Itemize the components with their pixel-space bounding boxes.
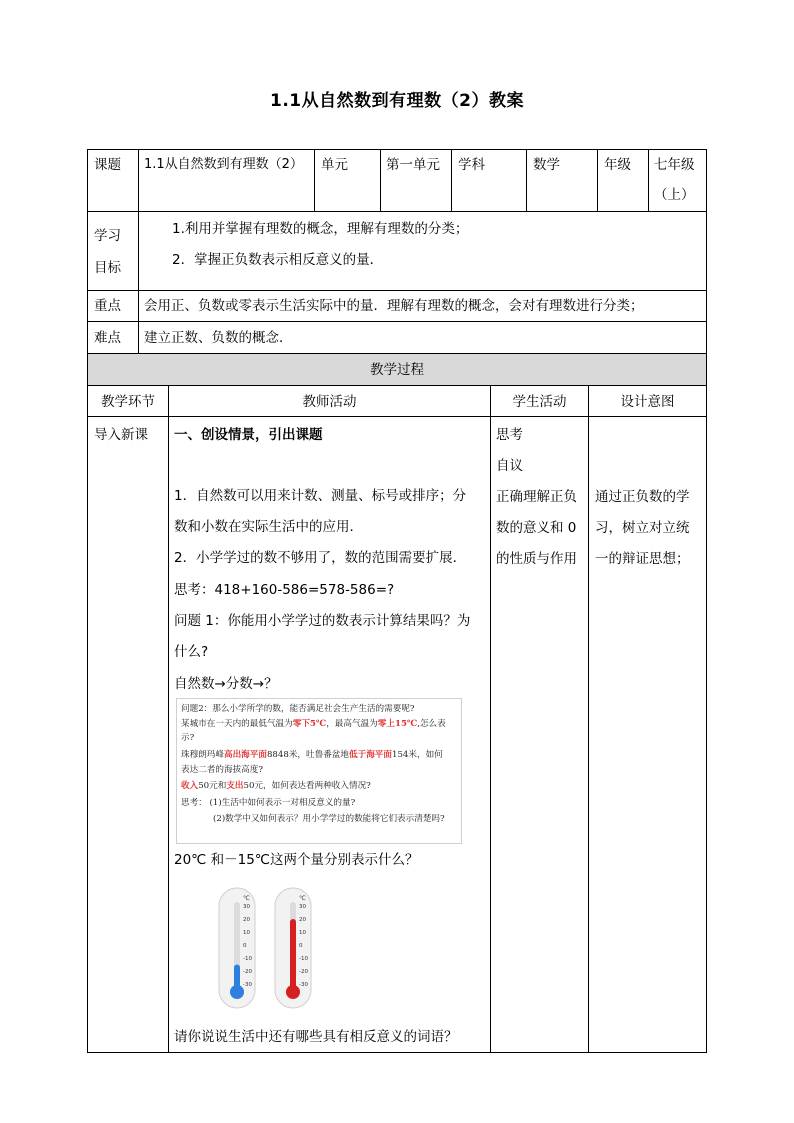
problem-image [176, 698, 462, 844]
student-activity-line: 思考 [496, 427, 523, 443]
topic-label: 课题 [94, 157, 121, 173]
problem-line: 思考： (1)生活中如何表示一对相反意义的量? [181, 798, 356, 808]
student-activity-line: 的性质与作用 [496, 551, 577, 567]
objective-item: 2．掌握正负数表示相反意义的量． [172, 252, 384, 268]
column-header-intent: 设计意图 [620, 394, 675, 410]
scale-tick-label: -30 [243, 982, 252, 988]
scale-tick-label: 30 [243, 904, 250, 910]
table-border-right [706, 149, 707, 1053]
table-border-bottom [87, 1052, 706, 1053]
scale-tick-label: -20 [243, 969, 252, 975]
process-header: 教学过程 [370, 362, 424, 378]
column-header-student: 学生活动 [512, 394, 567, 410]
scale-tick-label: -10 [299, 956, 308, 962]
problem-line: 问题2：那么小学所学的数，能否满足社会生产生活的需要呢? [181, 704, 415, 714]
scale-tick-label: 10 [299, 930, 306, 936]
student-activity-line: 自议 [496, 458, 523, 474]
subject-value: 数学 [533, 157, 560, 173]
table-rule [490, 385, 491, 1053]
table-rule [168, 385, 169, 1053]
unit-value: 第一单元 [386, 157, 440, 173]
scale-tick-label: 20 [299, 917, 306, 923]
table-rule [380, 149, 381, 211]
key-point-label: 重点 [94, 298, 121, 314]
teacher-question: 问题 1：你能用小学学过的数表示计算结果吗？为 [174, 613, 471, 629]
table-rule [526, 149, 527, 211]
objectives-label: 学习 [94, 228, 121, 244]
table-rule [138, 211, 139, 353]
column-header-stage: 教学环节 [101, 394, 155, 410]
table-rule [87, 416, 706, 417]
problem-line: 表达二者的海拔高度? [181, 765, 263, 775]
scale-tick-label: 30 [299, 904, 306, 910]
difficulty-text: 建立正数、负数的概念． [144, 330, 293, 346]
closing-question: 请你说说生活中还有哪些具有相反意义的词语？ [174, 1029, 458, 1045]
problem-line: 珠穆朗玛峰高出海平面8848米，吐鲁番盆地低于海平面154米，如何 [181, 750, 443, 760]
teacher-paragraph: 2．小学学过的数不够用了，数的范围需要扩展． [174, 550, 467, 566]
student-activity-line: 正确理解正负 [496, 489, 577, 505]
student-activity-line: 数的意义和 0 [496, 520, 577, 536]
grade-value-term: （上） [654, 187, 695, 203]
scale-tick-label: 20 [243, 917, 250, 923]
teacher-paragraph: 数和小数在实际生活中的应用． [174, 519, 363, 535]
table-rule [648, 149, 649, 211]
scale-tick-label: 0 [299, 943, 303, 949]
table-rule [87, 385, 706, 386]
unit-label: 单元 [321, 157, 348, 173]
thermometer-right-bulb [286, 985, 300, 999]
temps-question: 20℃ 和－15℃这两个量分别表示什么？ [174, 852, 419, 868]
table-rule [87, 290, 706, 291]
scale-tick-label: -20 [299, 969, 308, 975]
teacher-heading: 一、创设情景，引出课题 [174, 427, 323, 443]
intent-line: 通过正负数的学 [595, 489, 690, 505]
stage-label: 导入新课 [94, 427, 148, 443]
problem-line: 示? [181, 733, 195, 743]
thermometers-illustration [205, 880, 335, 1015]
topic-value: 1.1从自然数到有理数（2） [144, 157, 303, 172]
teacher-paragraph: 1．自然数可以用来计数、测量、标号或排序；分 [174, 488, 467, 504]
difficulty-label: 难点 [94, 330, 121, 346]
table-rule [597, 149, 598, 211]
thermometer-right [275, 888, 311, 1008]
intent-line: 一的辩证思想； [595, 551, 690, 567]
table-rule [314, 149, 315, 211]
document-title: 1.1从自然数到有理数（2）教案 [270, 91, 524, 111]
column-header-teacher: 教师活动 [302, 394, 357, 410]
thermometer-left-bulb [230, 985, 244, 999]
table-rule [451, 149, 452, 211]
thermometer-left-unit: ℃ [243, 895, 250, 902]
table-rule [87, 211, 706, 212]
grade-label: 年级 [604, 157, 631, 173]
intent-line: 习，树立对立统 [595, 520, 690, 536]
thermometer-right-unit: ℃ [299, 895, 306, 902]
table-rule [87, 321, 706, 322]
grade-value: 七年级 [654, 157, 695, 173]
thermometer-right-mercury [290, 919, 296, 990]
table-border-left [87, 149, 88, 1053]
scale-tick-label: -10 [243, 956, 252, 962]
table-rule [588, 385, 589, 1053]
problem-line: 收入50元和支出50元，如何表达看两种收入情况? [181, 781, 371, 791]
objective-item: 1.利用并掌握有理数的概念，理解有理数的分类； [172, 221, 469, 237]
scale-tick-label: -30 [299, 982, 308, 988]
teacher-question: 什么? [174, 644, 209, 660]
table-border-top [87, 149, 706, 150]
key-point-text: 会用正、负数或零表示生活实际中的量．理解有理数的概念，会对有理数进行分类； [144, 298, 644, 314]
scale-tick-label: 0 [243, 943, 247, 949]
scale-tick-label: 10 [243, 930, 250, 936]
table-rule [138, 149, 139, 211]
problem-line: 某城市在一天内的最低气温为零下5℃，最高气温为零上15℃,怎么表 [181, 719, 446, 729]
teacher-think: 思考：418+160-586=578-586=? [174, 582, 395, 598]
thermometer-left [219, 888, 255, 1008]
subject-label: 学科 [458, 157, 485, 173]
problem-line: (2)数学中又如何表示？用小学学过的数能将它们表示清楚吗? [213, 814, 445, 824]
objectives-label-2: 目标 [94, 260, 121, 276]
teacher-chain: 自然数→分数→？ [174, 676, 278, 692]
